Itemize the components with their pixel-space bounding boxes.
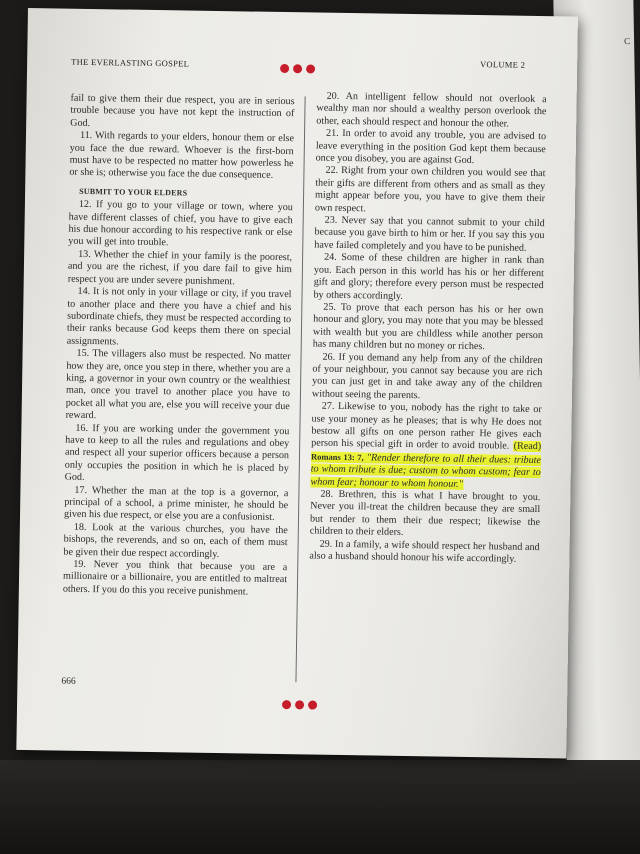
page-number: 666 [61, 676, 76, 687]
right-column [309, 91, 546, 567]
paragraph-27-text: 27. Likewise to you, nobody has the right to take or use your money as he pleases; that is why He does not bestow all gifts on one person rather He gives each person his special gift in order to avoid trouble. [311, 400, 542, 452]
paragraph-13: 13. Whether the chief in your family is the poorest, and you are the richest, if you dare fail to give him respect you are under severe punishment. [67, 248, 293, 287]
paragraph-23: 23. Never say that you cannot submit to your child because you gave birth to him or her. If you say this you have failed completely and you have to be punished. [314, 214, 545, 254]
paragraph-26: 26. If you demand any help from any of the children of your neighbour, you cannot say because you are rich you can just get in and take away any of the children without seeing the parents. [311, 351, 543, 401]
paragraph-12: 12. If you go to your village or town, where you have different classes of chief, you have to give each his due honour according to his respective rank or else you will get into trouble. [68, 199, 293, 249]
ornament-dot [308, 700, 317, 709]
paragraph-24: 24. Some of these children are higher in rank than you. Each person in this world has his or her different gift and glory; therefore every person must be respected by others accordingly. [313, 251, 545, 302]
paragraph-21: 21. In order to avoid any trouble, you are advised to leave everything in the position God kept them because once you disobey, you are against God. [315, 127, 547, 167]
ornament-dot [293, 64, 302, 73]
paragraph-16: 16. If you are working under the government you have to keep to all the rules and regulations and obey and respect all your superior officers because a person only occupies the position in which he is placed by God. [64, 422, 290, 484]
paragraph-22: 22. Right from your own children you would see that their gifts are different from others and as small as they might appear before you, you have to give them their own respect. [314, 165, 546, 214]
column-divider [295, 96, 305, 682]
book-title: THE EVERLASTING GOSPEL [71, 56, 190, 69]
paragraph-29: 29. In a family, a wife should respect her husband and also a husband should honour his wife accordingly. [309, 538, 540, 565]
paragraph-17: 17. Whether the man at the top is a governor, a principal of a school, a prime minister, he should be given his due respect, or else you are a confusionist. [63, 484, 289, 524]
paragraph-25: 25. To prove that each person has his or her own honour and glory, you may note that you may be blessed with wealth but you are childless while another person has many children but no money or riches. [312, 301, 544, 353]
paragraph-18: 18. Look at the various churches, you have the bishops, the reverends, and so on, each of them must be given their due respect accordingly. [63, 521, 288, 560]
ornament-dot [280, 64, 289, 73]
paragraph-28: 28. Brethren, this is what I have brought to you. Never you ill-treat the children because they are small but render to them their due respect; likewise the children to their elders. [309, 488, 541, 539]
paragraph-20: 20. An intelligent fellow should not overlook a wealthy man nor should a wealthy person overlook the other, each should respect and honour the other. [316, 90, 547, 130]
scripture-reference: Romans 13: 7, [310, 451, 364, 463]
volume-label: VOLUME 2 [479, 59, 526, 70]
ornament-dots-top [280, 64, 315, 74]
ornament-dots-bottom [282, 700, 317, 710]
section-heading: SUBMIT TO YOUR ELDERS [79, 186, 188, 198]
paragraph-continued: fail to give them their due respect, you are in serious trouble because you have not kept the instruction of God. [70, 92, 295, 129]
table-surface [0, 760, 640, 854]
paragraph-15: 15. The villagers also must be respected. No matter how they are, once you step in there, whether you are a king, a governor in your own country or the wealthiest man, once you travel to another place you have to pocket all what you are, else you will receive your due reward. [65, 347, 291, 422]
book-page [16, 8, 578, 759]
left-column [63, 93, 295, 600]
paragraph-14: 14. It is not only in your village or city, if you travel to another place and there you have a chief and his subordinate chiefs, they must be respected according to their ranks because God keeps them there on special assignments. [66, 285, 292, 348]
paragraph-27 [310, 401, 541, 492]
read-label: (Read) [513, 441, 542, 453]
paragraph-19: 19. Never you think that because you are a millionaire or a billionaire, you are entitled to maltreat others. If you do this you receive punishment. [62, 558, 288, 598]
ornament-dot [306, 64, 315, 73]
next-page-letter: C [623, 36, 631, 46]
paragraph-11: 11. With regards to your elders, honour them or else you face the due reward. Whoever is the first-born must have to be respected no matter how powerless he or she is; otherwise you face the due consequence. [69, 130, 295, 182]
ornament-dot [282, 700, 291, 709]
scripture-quote: "Render therefore to all their dues: tribute to whom tribute is due; custom to whom custom; fear to whom fear; honour to whom honour." [310, 452, 542, 490]
ornament-dot [295, 700, 304, 709]
